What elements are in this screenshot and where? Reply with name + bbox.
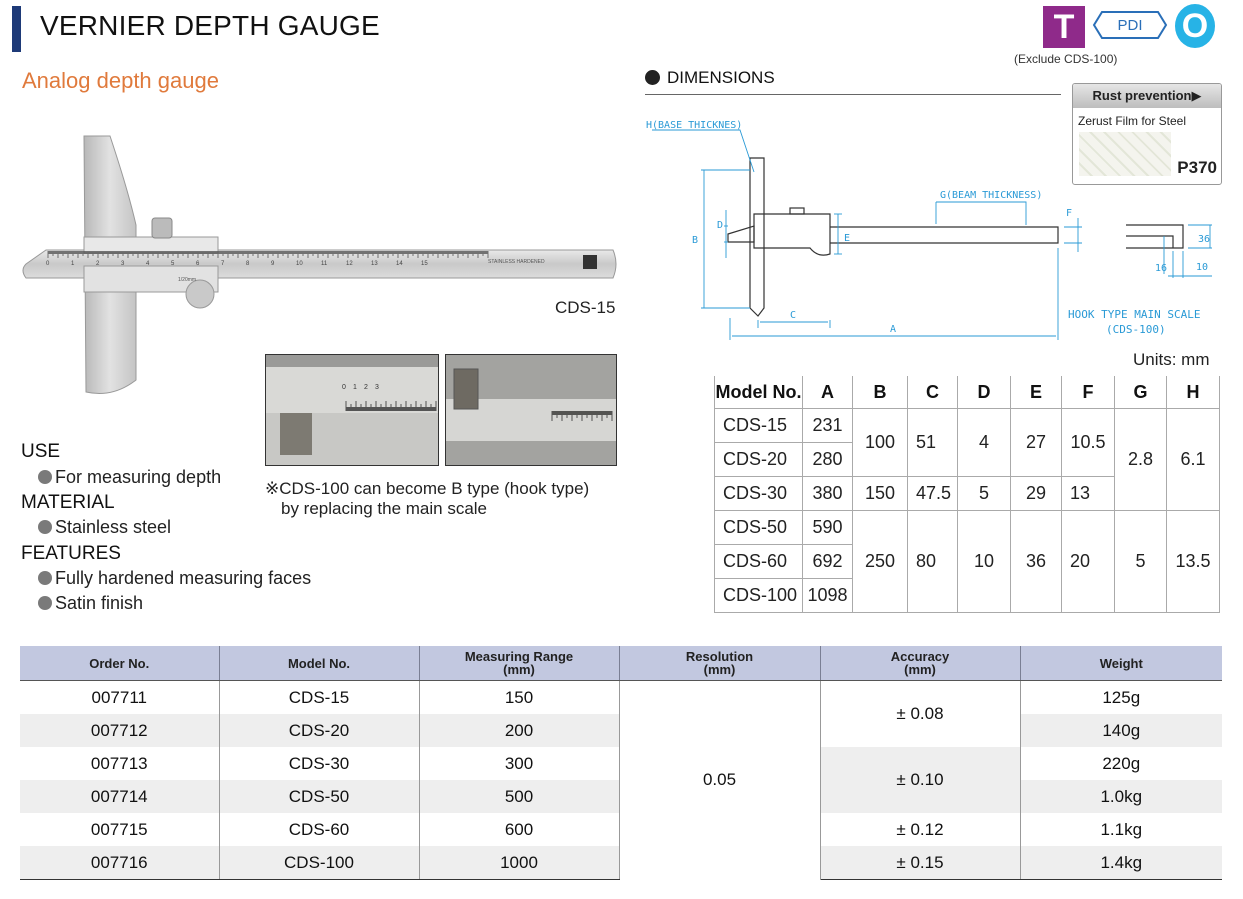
exclude-note: (Exclude CDS-100) xyxy=(1014,52,1118,66)
order-header-row xyxy=(20,646,1222,681)
a-cell: 380 xyxy=(803,477,853,511)
inset-scale-number: 0 xyxy=(342,384,346,391)
model-cell: CDS-100 xyxy=(219,846,419,880)
inset-scale-number: 2 xyxy=(364,384,368,391)
b-type-note xyxy=(265,479,589,519)
scale-number: 3 xyxy=(121,261,125,267)
rust-prevention-box[interactable] xyxy=(1072,83,1222,185)
page-title: VERNIER DEPTH GAUGE xyxy=(40,10,380,41)
scale-number: 13 xyxy=(371,261,378,267)
use-heading: USE xyxy=(21,441,61,462)
c-cell: 80 xyxy=(908,511,958,613)
scale-closeup-photo xyxy=(265,354,439,466)
material-item: Stainless steel xyxy=(38,517,171,538)
hook-closeup-photo xyxy=(445,354,617,466)
scale-number: 11 xyxy=(321,261,328,267)
units-label: Units: mm xyxy=(1133,350,1210,369)
accuracy-cell: ± 0.15 xyxy=(820,846,1020,880)
scale-number: 9 xyxy=(271,261,275,267)
b-type-note-line2: by replacing the main scale xyxy=(281,499,488,518)
scale-number: 6 xyxy=(196,261,200,267)
col-header: Measuring Range (mm) xyxy=(419,646,619,681)
b-cell: 250 xyxy=(853,511,908,613)
a-cell: 231 xyxy=(803,409,853,443)
d-cell: 5 xyxy=(958,477,1011,511)
weight-cell: 1.1kg xyxy=(1020,813,1222,846)
order-no-cell: 007715 xyxy=(20,813,219,846)
title-accent-bar xyxy=(12,6,21,52)
col-header: B xyxy=(853,376,908,409)
h-cell: 6.1 xyxy=(1167,409,1220,511)
bullet-icon xyxy=(38,571,52,585)
order-no-cell: 007713 xyxy=(20,747,219,780)
bullet-icon xyxy=(38,596,52,610)
col-header: Model No. xyxy=(219,646,419,681)
zerust-film-image xyxy=(1079,132,1171,176)
weight-cell: 1.4kg xyxy=(1020,846,1222,880)
scale-number: 2 xyxy=(96,261,100,267)
dims-header-row xyxy=(715,376,1220,409)
range-cell: 600 xyxy=(419,813,619,846)
col-header: D xyxy=(958,376,1011,409)
a-cell: 692 xyxy=(803,545,853,579)
col-header: Resolution (mm) xyxy=(619,646,820,681)
f-cell: 20 xyxy=(1062,511,1115,613)
range-cell: 150 xyxy=(419,681,619,715)
e-cell: 36 xyxy=(1011,511,1062,613)
features-heading: FEATURES xyxy=(21,543,121,564)
order-table xyxy=(20,646,1222,880)
o-badge-icon: O xyxy=(1175,4,1215,48)
vernier-text: 1/20mm xyxy=(178,277,197,283)
inset-scale-number: 3 xyxy=(375,384,379,391)
model-cell: CDS-100 xyxy=(715,579,803,613)
weight-cell: 1.0kg xyxy=(1020,780,1222,813)
g-cell: 5 xyxy=(1115,511,1167,613)
photo-caption: CDS-15 xyxy=(555,298,616,317)
dimensions-bullet-icon xyxy=(645,70,660,85)
e-cell: 27 xyxy=(1011,409,1062,477)
scale-number: 5 xyxy=(171,261,175,267)
range-cell: 500 xyxy=(419,780,619,813)
col-header: Weight xyxy=(1020,646,1222,681)
scale-number: 1 xyxy=(71,261,75,267)
b-cell: 150 xyxy=(853,477,908,511)
scale-number: 12 xyxy=(346,261,353,267)
scale-number: 14 xyxy=(396,261,403,267)
model-cell: CDS-50 xyxy=(715,511,803,545)
d-cell: 10 xyxy=(958,511,1011,613)
scale-number: 15 xyxy=(421,261,428,267)
model-cell: CDS-30 xyxy=(715,477,803,511)
col-header: E xyxy=(1011,376,1062,409)
c-cell: 47.5 xyxy=(908,477,958,511)
col-header: C xyxy=(908,376,958,409)
base-thickness-label: H(BASE THICKNES) xyxy=(646,120,743,131)
a-cell: 280 xyxy=(803,443,853,477)
order-no-cell: 007714 xyxy=(20,780,219,813)
order-no-cell: 007711 xyxy=(20,681,219,715)
range-cell: 1000 xyxy=(419,846,619,880)
e-cell: 29 xyxy=(1011,477,1062,511)
range-cell: 200 xyxy=(419,714,619,747)
scale-number: 4 xyxy=(146,261,150,267)
f-cell: 13 xyxy=(1062,477,1115,511)
model-cell: CDS-60 xyxy=(715,545,803,579)
model-cell: CDS-20 xyxy=(219,714,419,747)
page-subtitle: Analog depth gauge xyxy=(22,68,219,93)
range-cell: 300 xyxy=(419,747,619,780)
model-cell: CDS-60 xyxy=(219,813,419,846)
bullet-icon xyxy=(38,470,52,484)
svg-text:PDI: PDI xyxy=(1117,17,1143,34)
dim-d-label: D xyxy=(717,220,724,231)
accuracy-cell: ± 0.12 xyxy=(820,813,1020,846)
accuracy-cell: ± 0.08 xyxy=(820,681,1020,748)
hook-10-label: 10 xyxy=(1196,262,1209,273)
feature-item: Satin finish xyxy=(38,593,143,614)
col-header: Order No. xyxy=(20,646,219,681)
hook-36-label: 36 xyxy=(1198,234,1211,245)
col-header: F xyxy=(1062,376,1115,409)
table-row xyxy=(715,511,1220,545)
a-cell: 1098 xyxy=(803,579,853,613)
f-cell: 10.5 xyxy=(1062,409,1115,477)
col-header: H xyxy=(1167,376,1220,409)
scale-number: 8 xyxy=(246,261,250,267)
feature-item: Fully hardened measuring faces xyxy=(38,568,311,589)
divider xyxy=(645,94,1061,95)
order-no-cell: 007712 xyxy=(20,714,219,747)
rust-page-ref[interactable]: P370 xyxy=(1177,158,1217,177)
h-cell: 13.5 xyxy=(1167,511,1220,613)
rust-prevention-title[interactable]: Rust prevention▶ xyxy=(1073,84,1221,108)
weight-cell: 220g xyxy=(1020,747,1222,780)
scale-number: 7 xyxy=(221,261,225,267)
col-header: Model No. xyxy=(715,376,803,409)
use-item: For measuring depth xyxy=(38,467,221,488)
material-heading: MATERIAL xyxy=(21,492,115,513)
model-cell: CDS-15 xyxy=(715,409,803,443)
hook-caption-1: HOOK TYPE MAIN SCALE xyxy=(1068,308,1201,321)
c-cell: 51 xyxy=(908,409,958,477)
dimensions-title: DIMENSIONS xyxy=(667,68,775,87)
pdi-badge-icon xyxy=(1092,10,1168,40)
dim-b-label: B xyxy=(692,235,699,246)
beam-thickness-label: G(BEAM THICKNESS) xyxy=(940,190,1043,201)
t-badge-icon: T xyxy=(1043,6,1085,48)
dimensions-table xyxy=(714,376,1220,613)
a-cell: 590 xyxy=(803,511,853,545)
d-cell: 4 xyxy=(958,409,1011,477)
weight-cell: 140g xyxy=(1020,714,1222,747)
b-type-note-line1: ※CDS-100 can become B type (hook type) xyxy=(265,479,590,498)
model-cell: CDS-20 xyxy=(715,443,803,477)
dim-a-label: A xyxy=(890,324,897,335)
weight-cell: 125g xyxy=(1020,681,1222,715)
dim-c-label: C xyxy=(790,310,797,321)
b-cell: 100 xyxy=(853,409,908,477)
table-row xyxy=(715,409,1220,443)
model-cell: CDS-30 xyxy=(219,747,419,780)
order-no-cell: 007716 xyxy=(20,846,219,880)
inset-scale-number: 1 xyxy=(353,384,357,391)
g-cell: 2.8 xyxy=(1115,409,1167,511)
col-header: G xyxy=(1115,376,1167,409)
bullet-icon xyxy=(38,520,52,534)
model-cell: CDS-15 xyxy=(219,681,419,715)
dim-e-label: E xyxy=(844,233,851,244)
rust-film-label: Zerust Film for Steel xyxy=(1078,114,1187,128)
col-header: A xyxy=(803,376,853,409)
scale-number: 10 xyxy=(296,261,303,267)
dim-f-label: F xyxy=(1066,208,1073,219)
model-cell: CDS-50 xyxy=(219,780,419,813)
table-row xyxy=(20,681,1222,715)
scale-number: 0 xyxy=(46,261,50,267)
accuracy-cell: ± 0.10 xyxy=(820,747,1020,813)
scale-text: STAINLESS HARDENED xyxy=(488,259,545,265)
hook-16-label: 16 xyxy=(1155,263,1168,274)
hook-caption-2: (CDS-100) xyxy=(1106,323,1166,336)
col-header: Accuracy (mm) xyxy=(820,646,1020,681)
resolution-cell: 0.05 xyxy=(619,681,820,880)
